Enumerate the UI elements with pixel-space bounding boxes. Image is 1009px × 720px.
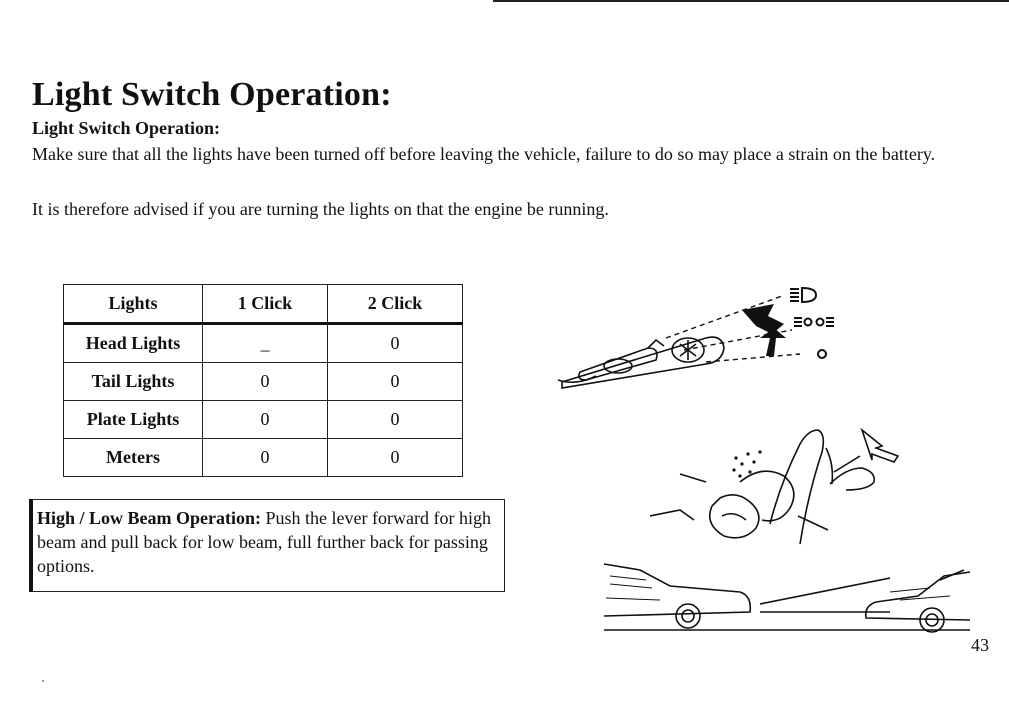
page-number: 43 [971,635,989,655]
header-1-click: 1 Click [203,285,328,324]
table-header-row [64,285,463,324]
light-switch-stalk-illustration [556,276,896,396]
row-label: Head Lights [64,324,203,363]
row-label: Plate Lights [64,401,203,439]
section-subtitle: Light Switch Operation: [32,118,221,138]
beam-note-text: Push the lever forward for high beam and pull back for low beam, full further back for passing options. [37,508,491,576]
table-row [64,401,463,439]
row-label: Tail Lights [64,363,203,401]
cell-1-click: 0 [203,401,328,439]
scan-speck [42,680,44,682]
cell-2-click: 0 [328,363,463,401]
cell-2-click: 0 [328,439,463,477]
cell-1-click: _ [203,324,328,363]
table-row [64,324,463,363]
cell-2-click: 0 [328,324,463,363]
header-2-click: 2 Click [328,285,463,324]
beam-note-heading: High / Low Beam Operation: [37,508,261,528]
cell-1-click: 0 [203,439,328,477]
table-row [64,439,463,477]
warning-paragraph: Make sure that all the lights have been turned off before leaving the vehicle, failure to do so may place a strain on the battery. [32,144,936,164]
top-rule [493,0,1009,2]
header-lights: Lights [64,285,203,324]
row-label: Meters [64,439,203,477]
table-row [64,363,463,401]
cars-passing-illustration [600,556,980,636]
hand-on-lever-illustration [650,424,910,554]
cell-2-click: 0 [328,401,463,439]
advice-paragraph: It is therefore advised if you are turning the lights on that the engine be running. [32,199,609,219]
beam-operation-note [29,499,505,592]
cell-1-click: 0 [203,363,328,401]
page-title: Light Switch Operation: [32,76,392,113]
light-switch-table [63,284,463,477]
